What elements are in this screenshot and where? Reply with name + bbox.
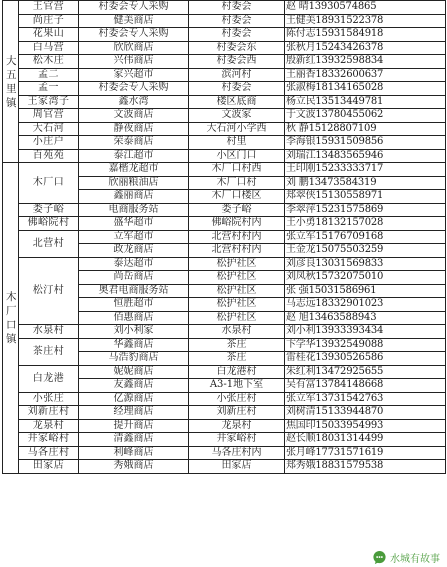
location-cell: 松护社区 — [189, 284, 285, 298]
table-row — [3, 122, 446, 136]
store-name-cell: 佰惠商店 — [79, 311, 189, 325]
store-name-cell: 奥君电商服务站 — [79, 284, 189, 298]
contact-cell: 张立军15176709168 — [285, 230, 446, 244]
village-cell: 百苑苑 — [19, 149, 79, 163]
contact-cell: 李翠萍15231575869 — [285, 203, 446, 217]
location-cell: 井家峪村 — [189, 433, 285, 447]
location-cell: 马各庄村内 — [189, 446, 285, 460]
store-name-cell: 刘小利家 — [79, 325, 189, 339]
store-name-cell: 经理商店 — [79, 406, 189, 420]
location-cell: 楼区底商 — [189, 95, 285, 109]
location-cell: 滨河村 — [189, 68, 285, 82]
village-cell: 茶庄村 — [19, 338, 79, 365]
contact-cell: 刘凤秋15732075010 — [285, 271, 446, 285]
village-cell: 小张庄 — [19, 392, 79, 406]
contact-cell: 陈付志15931584918 — [285, 28, 446, 42]
location-cell: 村里 — [189, 136, 285, 150]
store-name-cell: 秀娥商店 — [79, 460, 189, 474]
store-name-cell: 健美商店 — [79, 14, 189, 28]
table-row — [3, 163, 446, 177]
table-row — [3, 149, 446, 163]
contact-cell: 刘彦良13031569833 — [285, 257, 446, 271]
table-row — [3, 230, 446, 244]
store-name-cell: 政龙商店 — [79, 244, 189, 258]
location-cell: A3-1地下室 — [189, 379, 285, 393]
table-row — [3, 41, 446, 55]
table-row — [3, 14, 446, 28]
contact-cell: 张立军13731542763 — [285, 392, 446, 406]
village-cell: 白龙港 — [19, 365, 79, 392]
table-row — [3, 365, 446, 379]
village-cell: 刘新庄村 — [19, 406, 79, 420]
table-row — [3, 460, 446, 474]
contact-cell: 朱红利13472925655 — [285, 365, 446, 379]
store-name-cell: 妮妮商店 — [79, 365, 189, 379]
contact-cell: 殷新红13932598834 — [285, 55, 446, 69]
location-cell: 龙泉村 — [189, 419, 285, 433]
table-row — [3, 136, 446, 150]
contact-cell: 张月峰17731571619 — [285, 446, 446, 460]
location-cell: 茶庄 — [189, 338, 285, 352]
store-name-cell: 清鑫商店 — [79, 433, 189, 447]
store-name-cell: 村委会专人采购 — [79, 1, 189, 15]
store-name-cell: 亿源商店 — [79, 392, 189, 406]
contact-cell: 秋 静15128807109 — [285, 122, 446, 136]
contact-cell: 张淑梅18134165028 — [285, 82, 446, 96]
table-row — [3, 392, 446, 406]
contact-cell: 卞学华13932549088 — [285, 338, 446, 352]
village-cell: 松汀村 — [19, 257, 79, 325]
contact-cell: 刘瑞江13483565946 — [285, 149, 446, 163]
store-name-cell: 泰达超市 — [79, 257, 189, 271]
store-name-cell: 村委会专人采购 — [79, 82, 189, 96]
location-cell: 北营村村内 — [189, 244, 285, 258]
village-cell: 龙泉村 — [19, 419, 79, 433]
watermark-text: 水城有故事 — [390, 554, 440, 565]
contact-cell: 刘小利13933393434 — [285, 325, 446, 339]
contact-cell: 李海银15931509856 — [285, 136, 446, 150]
location-cell: 村委会 — [189, 28, 285, 42]
location-cell: 小区门口 — [189, 149, 285, 163]
village-cell: 孟一 — [19, 82, 79, 96]
location-cell: 村委会 — [189, 82, 285, 96]
village-cell: 佛峪院村 — [19, 217, 79, 231]
store-name-cell: 欣丽粮油店 — [79, 176, 189, 190]
contact-cell: 张秋月15243426378 — [285, 41, 446, 55]
table-row — [3, 95, 446, 109]
store-name-cell: 鑫水湾 — [79, 95, 189, 109]
contact-cell: 王小勇18132157028 — [285, 217, 446, 231]
contact-cell: 郑秀娥18831579538 — [285, 460, 446, 474]
location-cell: 北营村村内 — [189, 230, 285, 244]
store-name-cell: 泰江超市 — [79, 149, 189, 163]
store-name-cell: 马浩豹商店 — [79, 352, 189, 366]
location-cell: 小张庄村 — [189, 392, 285, 406]
village-cell: 田家店 — [19, 460, 79, 474]
location-cell: 松护社区 — [189, 311, 285, 325]
store-name-cell: 鑫丽商店 — [79, 190, 189, 204]
location-cell: 白龙港村 — [189, 365, 285, 379]
village-cell: 王官营 — [19, 1, 79, 15]
location-cell: 村委会 — [189, 14, 285, 28]
location-cell: 木厂口村 — [189, 176, 285, 190]
location-cell: 松护社区 — [189, 298, 285, 312]
store-name-cell: 荣泰商店 — [79, 136, 189, 150]
table-row — [3, 68, 446, 82]
store-name-cell: 立军超市 — [79, 230, 189, 244]
table-row — [3, 433, 446, 447]
store-name-cell: 友鑫商店 — [79, 379, 189, 393]
location-cell: 木厂口楼区 — [189, 190, 285, 204]
contact-cell: 杨立民13513449781 — [285, 95, 446, 109]
store-name-cell: 文波商店 — [79, 109, 189, 123]
village-cell: 尚庄子 — [19, 14, 79, 28]
contact-cell: 焦国印15033954993 — [285, 419, 446, 433]
village-cell: 北营村 — [19, 230, 79, 257]
village-cell: 井家峪村 — [19, 433, 79, 447]
table-row — [3, 419, 446, 433]
store-name-cell: 尚岳商店 — [79, 271, 189, 285]
store-directory-sheet — [2, 0, 445, 474]
town-name-cell: 木厂口镇 — [3, 163, 19, 474]
contact-cell: 马志远18332901023 — [285, 298, 446, 312]
contact-cell: 刘树清15133944870 — [285, 406, 446, 420]
store-name-cell: 利峰商店 — [79, 446, 189, 460]
contact-cell: 刘 鹏13473584319 — [285, 176, 446, 190]
store-name-cell: 兴伟商店 — [79, 55, 189, 69]
table-row — [3, 325, 446, 339]
town-name-cell: 大五里镇 — [3, 1, 19, 163]
store-name-cell: 欣欣商店 — [79, 41, 189, 55]
location-cell: 大石河小学西 — [189, 122, 285, 136]
table-row — [3, 28, 446, 42]
table-row — [3, 338, 446, 352]
table-row — [3, 406, 446, 420]
store-name-cell: 嘉楷龙超市 — [79, 163, 189, 177]
contact-cell: 王健美18931522378 — [285, 14, 446, 28]
location-cell: 刘新庄村 — [189, 406, 285, 420]
village-cell: 花果山 — [19, 28, 79, 42]
contact-cell: 于文波13780455062 — [285, 109, 446, 123]
store-name-cell: 盛华超市 — [79, 217, 189, 231]
table-row — [3, 446, 446, 460]
store-name-cell: 提升商店 — [79, 419, 189, 433]
table-row — [3, 109, 446, 123]
village-cell: 木厂口 — [19, 163, 79, 204]
village-cell: 松木庄 — [19, 55, 79, 69]
store-directory-table — [2, 0, 446, 474]
location-cell: 水泉村 — [189, 325, 285, 339]
table-row — [3, 203, 446, 217]
table-row — [3, 217, 446, 231]
location-cell: 松护社区 — [189, 257, 285, 271]
location-cell: 村委会东 — [189, 41, 285, 55]
contact-cell: 王丽香18332600637 — [285, 68, 446, 82]
watermark-badge — [370, 549, 443, 566]
contact-cell: 赵长顺18031314499 — [285, 433, 446, 447]
location-cell: 佛峪院村内 — [189, 217, 285, 231]
village-cell: 周官营 — [19, 109, 79, 123]
store-name-cell: 家兴超市 — [79, 68, 189, 82]
village-cell: 孟二 — [19, 68, 79, 82]
speech-bubble-icon — [372, 550, 387, 565]
store-name-cell: 华鑫商店 — [79, 338, 189, 352]
location-cell: 村委会 — [189, 1, 285, 15]
table-row — [3, 82, 446, 96]
location-cell: 茶庄 — [189, 352, 285, 366]
location-cell: 文波家 — [189, 109, 285, 123]
village-cell: 水泉村 — [19, 325, 79, 339]
contact-cell: 吴有富13784148668 — [285, 379, 446, 393]
store-name-cell: 村委会专人采购 — [79, 28, 189, 42]
contact-cell: 郑翠侠15130558971 — [285, 190, 446, 204]
contact-cell: 王金龙15075503259 — [285, 244, 446, 258]
contact-cell: 张 强15031586961 — [285, 284, 446, 298]
contact-cell: 赵 晴13930574865 — [285, 1, 446, 15]
store-name-cell: 恒胜超市 — [79, 298, 189, 312]
village-cell: 王家湾子 — [19, 95, 79, 109]
location-cell: 村委会西 — [189, 55, 285, 69]
village-cell: 白马营 — [19, 41, 79, 55]
table-row — [3, 257, 446, 271]
table-row — [3, 1, 446, 15]
contact-cell: 王印刚15233333717 — [285, 163, 446, 177]
location-cell: 娄子峪 — [189, 203, 285, 217]
village-cell: 大石河 — [19, 122, 79, 136]
contact-cell: 赵 旭13463588943 — [285, 311, 446, 325]
store-name-cell: 静夜商店 — [79, 122, 189, 136]
contact-cell: 雷桂花13930526586 — [285, 352, 446, 366]
table-row — [3, 55, 446, 69]
location-cell: 木厂口村西 — [189, 163, 285, 177]
location-cell: 松护社区 — [189, 271, 285, 285]
village-cell: 小庄户 — [19, 136, 79, 150]
location-cell: 田家店 — [189, 460, 285, 474]
village-cell: 娄子峪 — [19, 203, 79, 217]
store-name-cell: 电商服务站 — [79, 203, 189, 217]
village-cell: 马各庄村 — [19, 446, 79, 460]
